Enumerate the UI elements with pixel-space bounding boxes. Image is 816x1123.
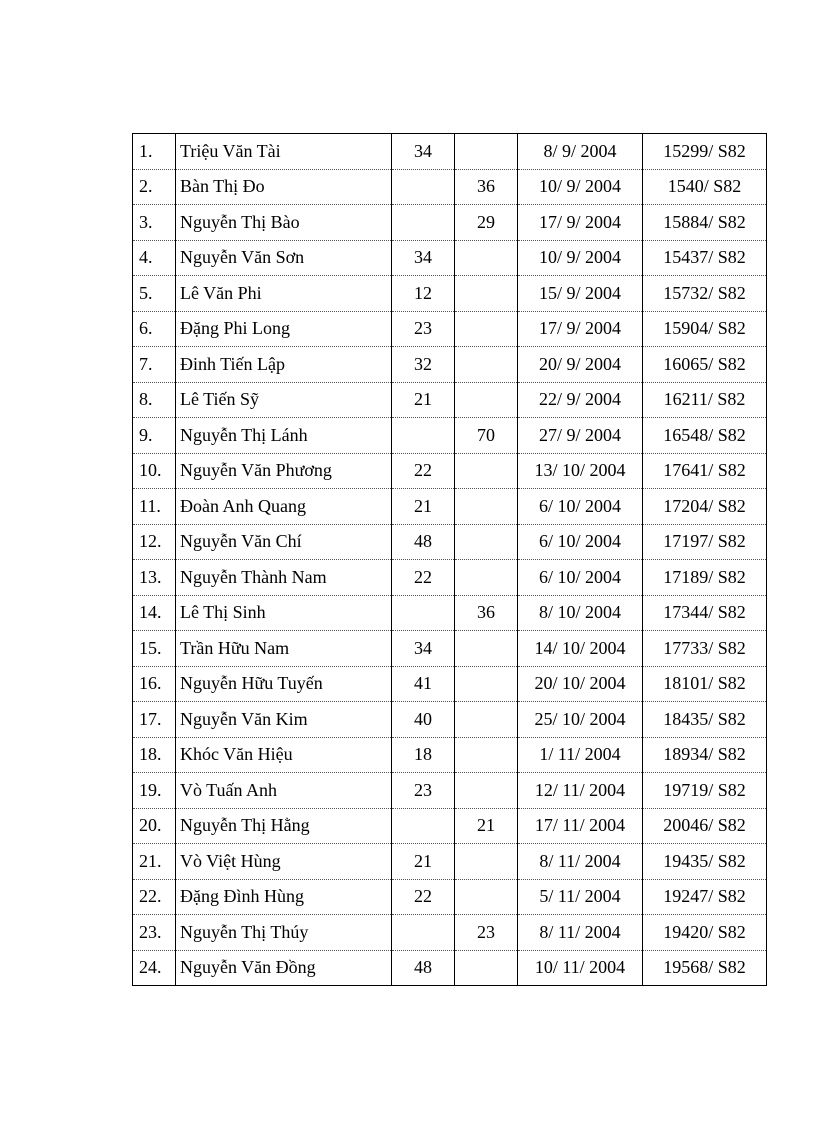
table-row <box>133 382 767 418</box>
date-cell: 6/ 10/ 2004 <box>518 489 643 525</box>
name-cell: Nguyễn Thị Thúy <box>176 915 392 951</box>
reference-number-cell: 19568/ S82 <box>643 950 767 986</box>
female-age-cell <box>455 524 518 560</box>
table-row <box>133 276 767 312</box>
date-cell: 17/ 11/ 2004 <box>518 808 643 844</box>
date-cell: 12/ 11/ 2004 <box>518 773 643 809</box>
female-age-cell: 36 <box>455 595 518 631</box>
name-cell: Nguyễn Thành Nam <box>176 560 392 596</box>
reference-number-cell: 1540/ S82 <box>643 169 767 205</box>
table-row <box>133 347 767 383</box>
table-row <box>133 205 767 241</box>
row-number-cell: 13. <box>133 560 176 596</box>
name-cell: Vò Việt Hùng <box>176 844 392 880</box>
male-age-cell: 12 <box>392 276 455 312</box>
name-cell: Khóc Văn Hiệu <box>176 737 392 773</box>
male-age-cell: 32 <box>392 347 455 383</box>
date-cell: 10/ 9/ 2004 <box>518 240 643 276</box>
reference-number-cell: 16211/ S82 <box>643 382 767 418</box>
date-cell: 8/ 11/ 2004 <box>518 844 643 880</box>
table-row <box>133 169 767 205</box>
reference-number-cell: 17197/ S82 <box>643 524 767 560</box>
date-cell: 20/ 9/ 2004 <box>518 347 643 383</box>
female-age-cell: 70 <box>455 418 518 454</box>
table-row <box>133 240 767 276</box>
name-cell: Bàn Thị Đo <box>176 169 392 205</box>
male-age-cell: 21 <box>392 382 455 418</box>
table-row <box>133 737 767 773</box>
table-row <box>133 844 767 880</box>
table-row <box>133 773 767 809</box>
table-row <box>133 560 767 596</box>
table-row <box>133 524 767 560</box>
reference-number-cell: 19719/ S82 <box>643 773 767 809</box>
female-age-cell: 23 <box>455 915 518 951</box>
name-cell: Đinh Tiến Lập <box>176 347 392 383</box>
row-number-cell: 4. <box>133 240 176 276</box>
date-cell: 8/ 11/ 2004 <box>518 915 643 951</box>
table-row <box>133 418 767 454</box>
male-age-cell <box>392 595 455 631</box>
row-number-cell: 15. <box>133 631 176 667</box>
table-row <box>133 702 767 738</box>
name-cell: Nguyễn Văn Kim <box>176 702 392 738</box>
name-cell: Nguyễn Văn Đồng <box>176 950 392 986</box>
row-number-cell: 24. <box>133 950 176 986</box>
female-age-cell <box>455 311 518 347</box>
reference-number-cell: 17641/ S82 <box>643 453 767 489</box>
male-age-cell <box>392 205 455 241</box>
date-cell: 17/ 9/ 2004 <box>518 205 643 241</box>
reference-number-cell: 15732/ S82 <box>643 276 767 312</box>
table-row <box>133 879 767 915</box>
female-age-cell <box>455 773 518 809</box>
male-age-cell: 18 <box>392 737 455 773</box>
row-number-cell: 18. <box>133 737 176 773</box>
row-number-cell: 12. <box>133 524 176 560</box>
reference-number-cell: 18435/ S82 <box>643 702 767 738</box>
date-cell: 8/ 9/ 2004 <box>518 134 643 170</box>
date-cell: 15/ 9/ 2004 <box>518 276 643 312</box>
female-age-cell <box>455 453 518 489</box>
female-age-cell <box>455 240 518 276</box>
name-cell: Đặng Phi Long <box>176 311 392 347</box>
row-number-cell: 3. <box>133 205 176 241</box>
male-age-cell: 48 <box>392 950 455 986</box>
table-row <box>133 595 767 631</box>
reference-number-cell: 17344/ S82 <box>643 595 767 631</box>
female-age-cell <box>455 347 518 383</box>
male-age-cell <box>392 169 455 205</box>
date-cell: 17/ 9/ 2004 <box>518 311 643 347</box>
row-number-cell: 17. <box>133 702 176 738</box>
male-age-cell: 40 <box>392 702 455 738</box>
date-cell: 10/ 9/ 2004 <box>518 169 643 205</box>
reference-number-cell: 18934/ S82 <box>643 737 767 773</box>
male-age-cell <box>392 915 455 951</box>
name-cell: Nguyễn Thị Hằng <box>176 808 392 844</box>
female-age-cell <box>455 950 518 986</box>
date-cell: 20/ 10/ 2004 <box>518 666 643 702</box>
female-age-cell: 36 <box>455 169 518 205</box>
male-age-cell <box>392 418 455 454</box>
row-number-cell: 23. <box>133 915 176 951</box>
row-number-cell: 10. <box>133 453 176 489</box>
reference-number-cell: 18101/ S82 <box>643 666 767 702</box>
reference-number-cell: 16548/ S82 <box>643 418 767 454</box>
reference-number-cell: 17204/ S82 <box>643 489 767 525</box>
reference-number-cell: 19420/ S82 <box>643 915 767 951</box>
female-age-cell <box>455 560 518 596</box>
row-number-cell: 1. <box>133 134 176 170</box>
male-age-cell: 22 <box>392 879 455 915</box>
row-number-cell: 22. <box>133 879 176 915</box>
name-cell: Triệu Văn Tài <box>176 134 392 170</box>
female-age-cell <box>455 879 518 915</box>
table-row <box>133 311 767 347</box>
male-age-cell <box>392 808 455 844</box>
table-row <box>133 808 767 844</box>
name-cell: Nguyễn Văn Chí <box>176 524 392 560</box>
name-cell: Nguyễn Thị Bào <box>176 205 392 241</box>
row-number-cell: 6. <box>133 311 176 347</box>
female-age-cell: 29 <box>455 205 518 241</box>
male-age-cell: 34 <box>392 631 455 667</box>
female-age-cell <box>455 631 518 667</box>
name-cell: Lê Thị Sinh <box>176 595 392 631</box>
name-cell: Vò Tuấn Anh <box>176 773 392 809</box>
row-number-cell: 11. <box>133 489 176 525</box>
name-cell: Lê Văn Phi <box>176 276 392 312</box>
name-cell: Nguyễn Văn Phương <box>176 453 392 489</box>
date-cell: 1/ 11/ 2004 <box>518 737 643 773</box>
name-cell: Đoàn Anh Quang <box>176 489 392 525</box>
male-age-cell: 22 <box>392 453 455 489</box>
female-age-cell: 21 <box>455 808 518 844</box>
reference-number-cell: 19435/ S82 <box>643 844 767 880</box>
date-cell: 6/ 10/ 2004 <box>518 560 643 596</box>
records-table <box>132 133 767 986</box>
reference-number-cell: 15437/ S82 <box>643 240 767 276</box>
row-number-cell: 9. <box>133 418 176 454</box>
table-row <box>133 453 767 489</box>
date-cell: 5/ 11/ 2004 <box>518 879 643 915</box>
row-number-cell: 5. <box>133 276 176 312</box>
female-age-cell <box>455 702 518 738</box>
date-cell: 14/ 10/ 2004 <box>518 631 643 667</box>
female-age-cell <box>455 276 518 312</box>
date-cell: 27/ 9/ 2004 <box>518 418 643 454</box>
reference-number-cell: 15904/ S82 <box>643 311 767 347</box>
row-number-cell: 8. <box>133 382 176 418</box>
female-age-cell <box>455 134 518 170</box>
table-row <box>133 489 767 525</box>
date-cell: 8/ 10/ 2004 <box>518 595 643 631</box>
female-age-cell <box>455 844 518 880</box>
row-number-cell: 2. <box>133 169 176 205</box>
male-age-cell: 22 <box>392 560 455 596</box>
name-cell: Đặng Đình Hùng <box>176 879 392 915</box>
male-age-cell: 21 <box>392 489 455 525</box>
reference-number-cell: 15884/ S82 <box>643 205 767 241</box>
date-cell: 25/ 10/ 2004 <box>518 702 643 738</box>
table-row <box>133 915 767 951</box>
name-cell: Nguyễn Thị Lánh <box>176 418 392 454</box>
name-cell: Nguyễn Văn Sơn <box>176 240 392 276</box>
reference-number-cell: 17189/ S82 <box>643 560 767 596</box>
reference-number-cell: 17733/ S82 <box>643 631 767 667</box>
table-row <box>133 666 767 702</box>
table-row <box>133 950 767 986</box>
name-cell: Lê Tiến Sỹ <box>176 382 392 418</box>
male-age-cell: 34 <box>392 240 455 276</box>
reference-number-cell: 19247/ S82 <box>643 879 767 915</box>
row-number-cell: 7. <box>133 347 176 383</box>
male-age-cell: 23 <box>392 311 455 347</box>
name-cell: Trần Hữu Nam <box>176 631 392 667</box>
reference-number-cell: 20046/ S82 <box>643 808 767 844</box>
male-age-cell: 48 <box>392 524 455 560</box>
table-row <box>133 631 767 667</box>
date-cell: 10/ 11/ 2004 <box>518 950 643 986</box>
female-age-cell <box>455 737 518 773</box>
row-number-cell: 20. <box>133 808 176 844</box>
date-cell: 22/ 9/ 2004 <box>518 382 643 418</box>
female-age-cell <box>455 489 518 525</box>
row-number-cell: 14. <box>133 595 176 631</box>
date-cell: 6/ 10/ 2004 <box>518 524 643 560</box>
male-age-cell: 21 <box>392 844 455 880</box>
row-number-cell: 16. <box>133 666 176 702</box>
reference-number-cell: 16065/ S82 <box>643 347 767 383</box>
row-number-cell: 21. <box>133 844 176 880</box>
table-row <box>133 134 767 170</box>
name-cell: Nguyễn Hữu Tuyến <box>176 666 392 702</box>
records-table-body <box>133 134 767 986</box>
female-age-cell <box>455 382 518 418</box>
row-number-cell: 19. <box>133 773 176 809</box>
male-age-cell: 23 <box>392 773 455 809</box>
female-age-cell <box>455 666 518 702</box>
male-age-cell: 34 <box>392 134 455 170</box>
reference-number-cell: 15299/ S82 <box>643 134 767 170</box>
date-cell: 13/ 10/ 2004 <box>518 453 643 489</box>
male-age-cell: 41 <box>392 666 455 702</box>
